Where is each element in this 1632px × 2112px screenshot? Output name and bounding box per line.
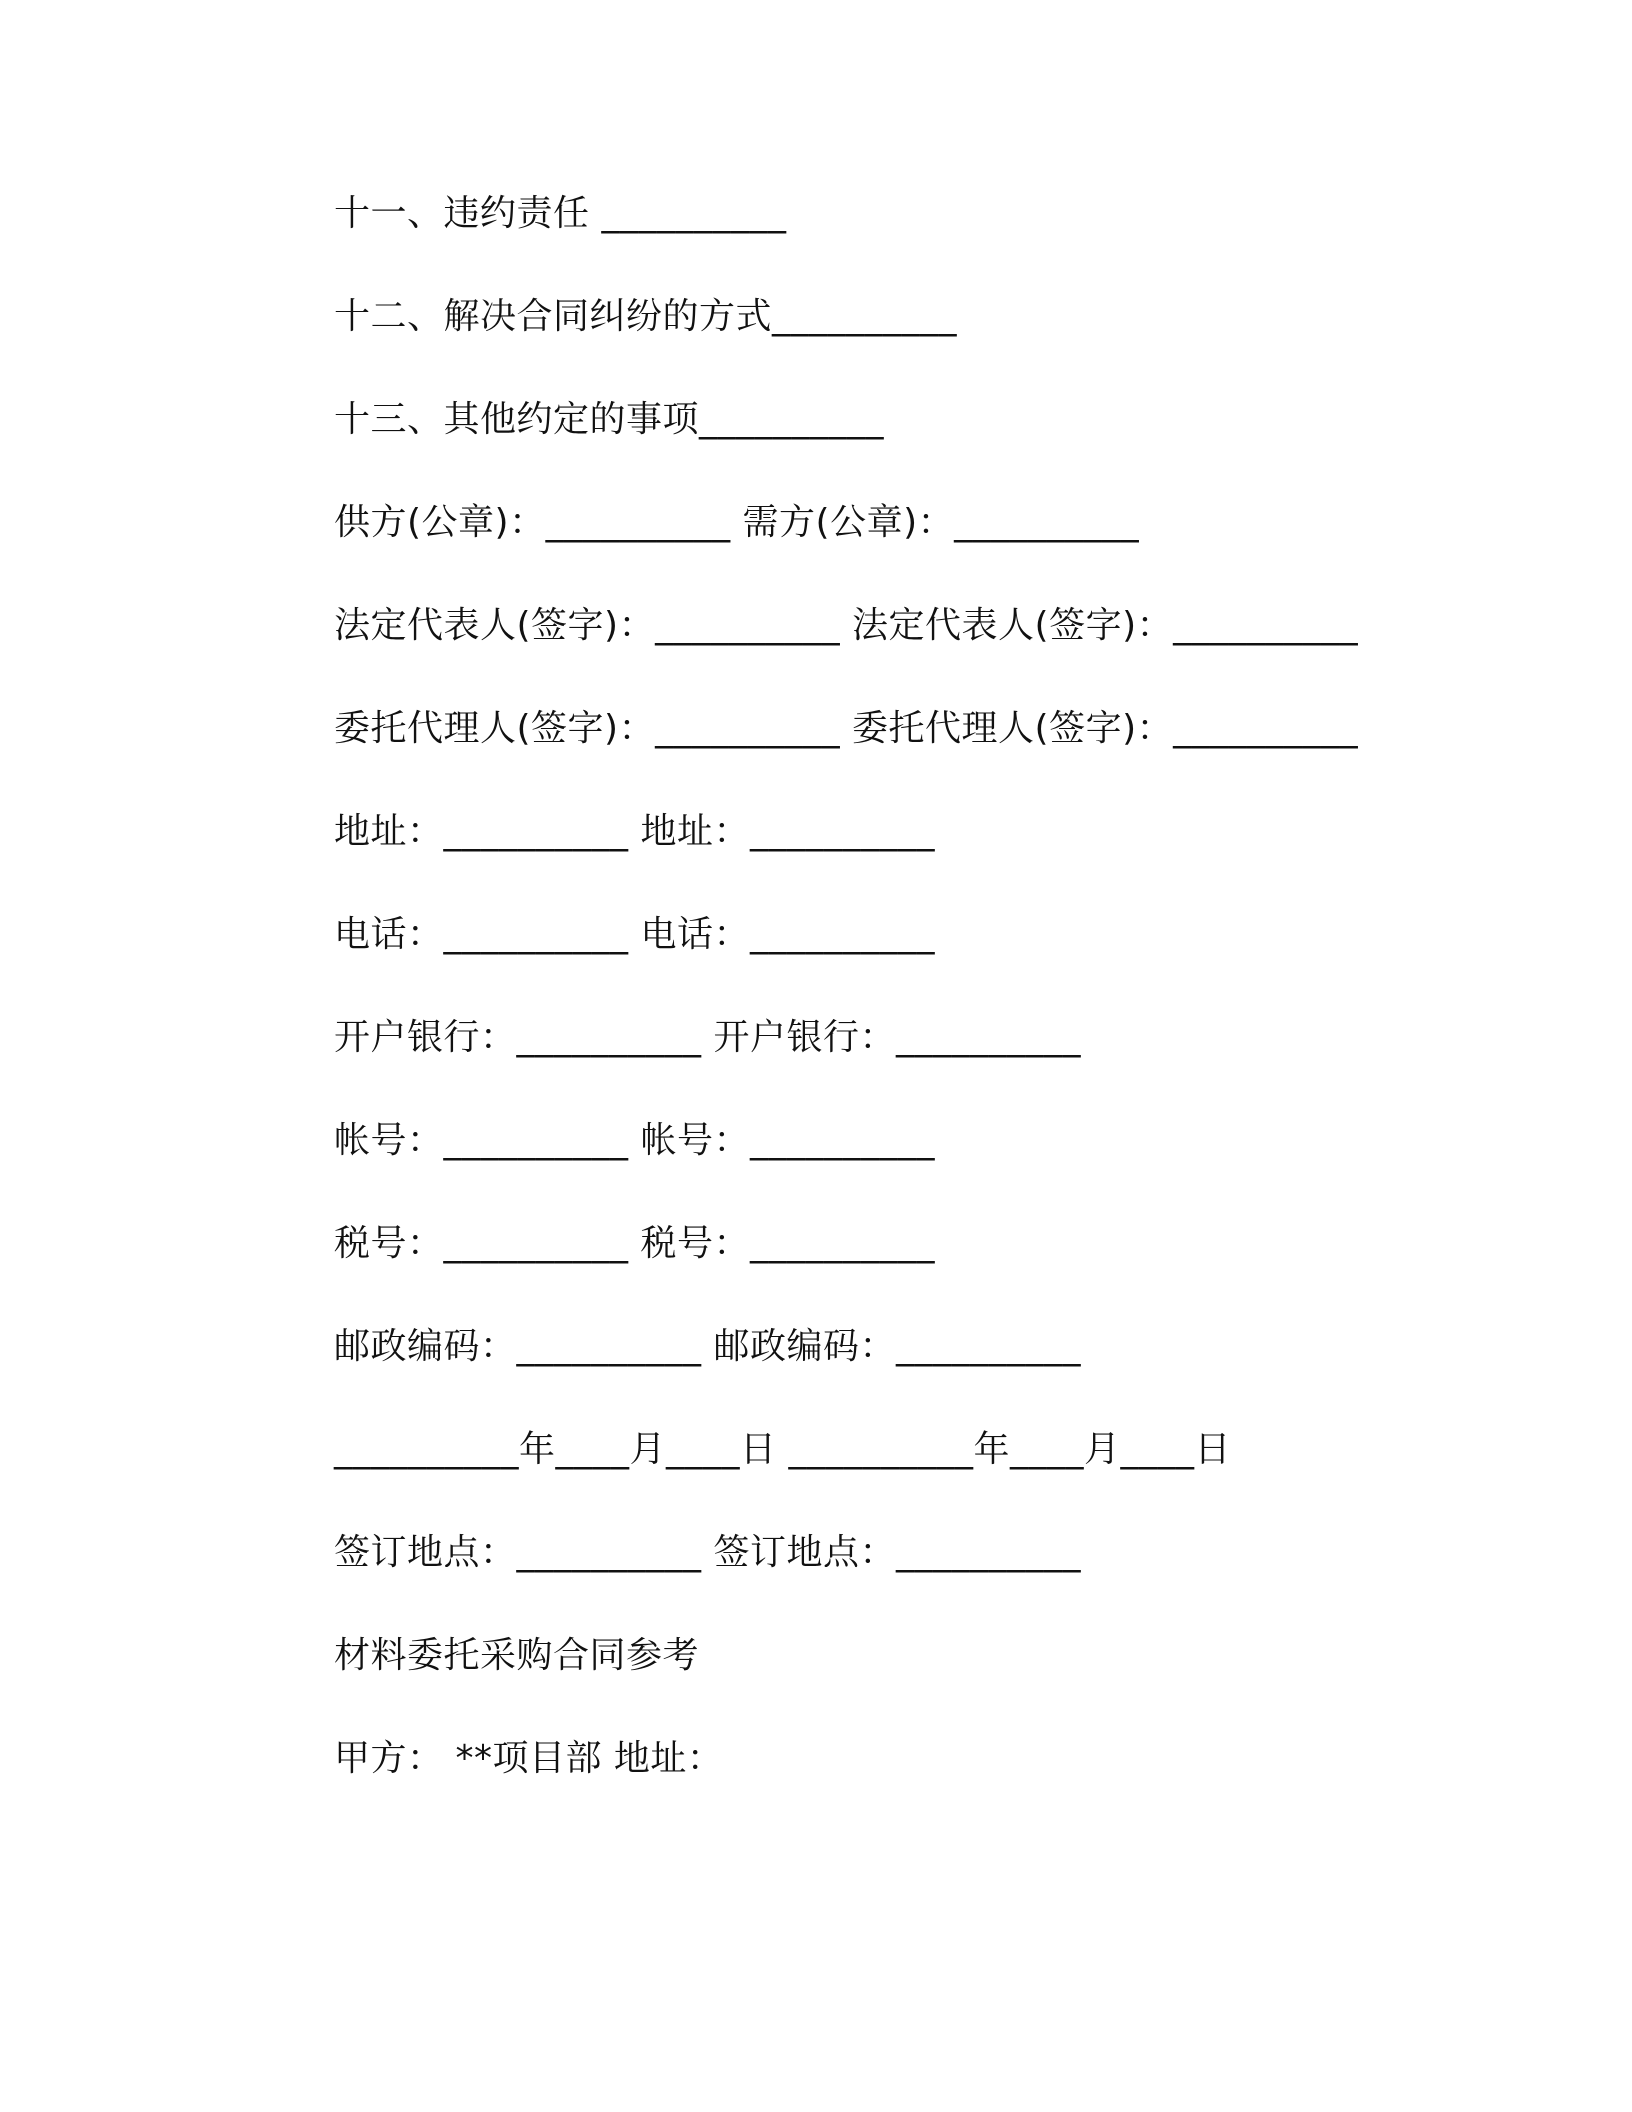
party-seal-line: 供方(公章)：__________ 需方(公章)：__________: [334, 502, 1140, 543]
legal-representative-line: 法定代表人(签字)：__________ 法定代表人(签字)：__________: [334, 605, 1359, 646]
party-a-line: 甲方： **项目部 地址：: [334, 1738, 724, 1779]
account-number-line: 帐号：__________ 帐号：__________: [334, 1120, 935, 1161]
clause-13-other-matters: 十三、其他约定的事项__________: [334, 399, 885, 440]
postal-code-line: 邮政编码：__________ 邮政编码：__________: [334, 1326, 1081, 1367]
clause-12-dispute-resolution: 十二、解决合同纠纷的方式__________: [334, 296, 958, 337]
document-body: [334, 190, 1434, 1838]
clause-11-breach-liability: 十一、违约责任 __________: [334, 193, 787, 234]
phone-line: 电话：__________ 电话：__________: [334, 914, 935, 955]
next-document-title: 材料委托采购合同参考: [334, 1635, 700, 1676]
authorized-agent-line: 委托代理人(签字)：__________ 委托代理人(签字)：__________: [334, 708, 1359, 749]
bank-line: 开户银行：__________ 开户银行：__________: [334, 1017, 1081, 1058]
address-line: 地址：__________ 地址：__________: [334, 811, 935, 852]
signing-location-line: 签订地点：__________ 签订地点：__________: [334, 1532, 1081, 1573]
date-line: __________年____月____日 __________年____月____日: [334, 1429, 1231, 1470]
tax-number-line: 税号：__________ 税号：__________: [334, 1223, 935, 1264]
